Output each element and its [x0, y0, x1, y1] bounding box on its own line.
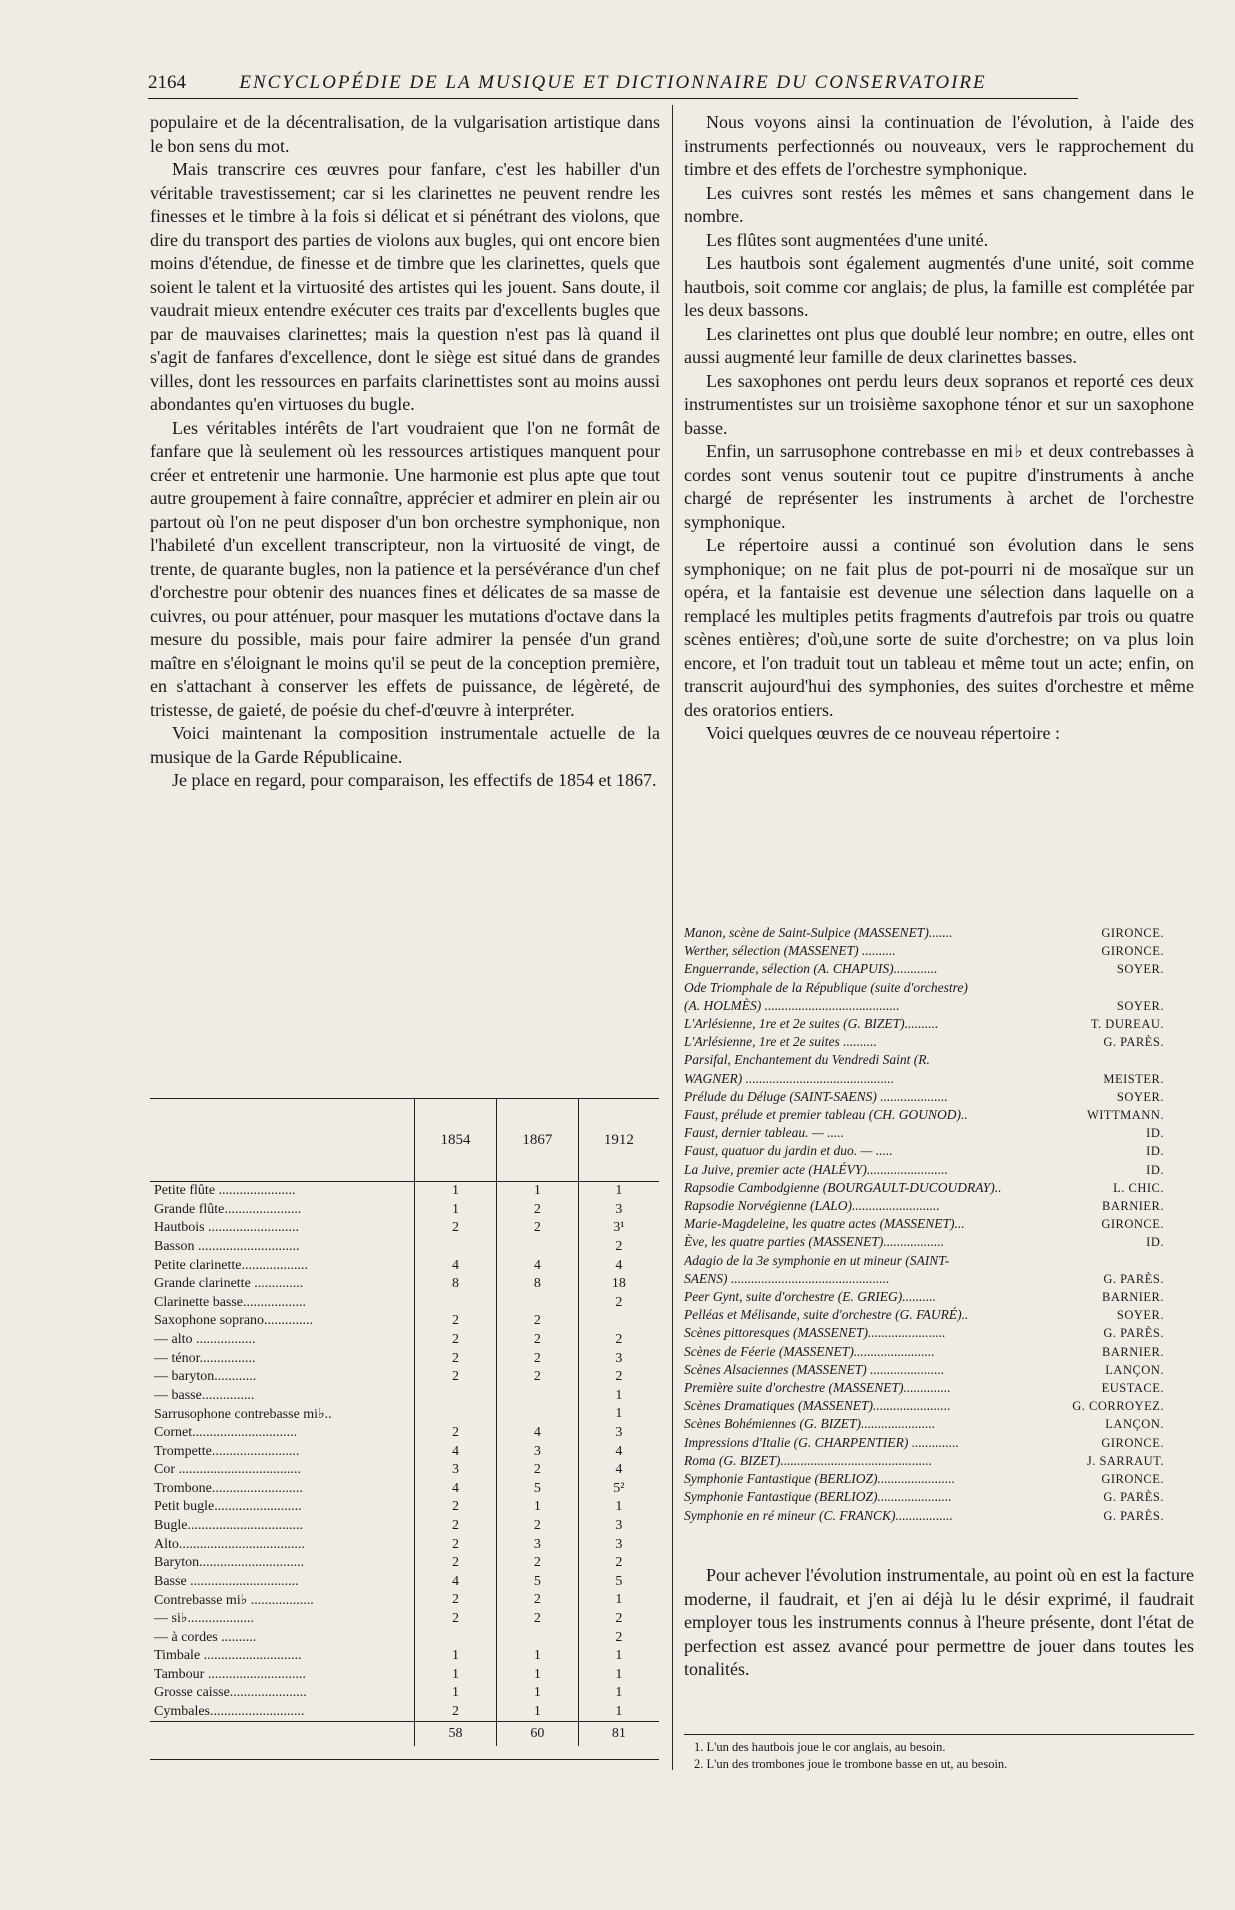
- arranger-name: ID.: [1146, 1144, 1164, 1159]
- count-cell: 2: [496, 1610, 578, 1629]
- instrument-name: — basse...............: [154, 1387, 255, 1403]
- count-cell: 3: [578, 1535, 659, 1554]
- count-cell: [415, 1238, 497, 1257]
- arranger-name: GIRONCE.: [1101, 1217, 1164, 1232]
- table-row: [150, 1256, 659, 1275]
- paragraph: Mais transcrire ces œuvres pour fanfare, c'est les habiller d'un véritable travestissement; car si les clarinettes ne peuvent rendre les finesses et le timbre à la fois si délicat et si pénétrant des violons, que dire du transport des parties de violons aux bugles, qui ont encore bien moins d'étendue, de finesse et de timbre que les clarinettes, quels que soient le talent et la virtuosité des artistes qui les jouent. Sans doute, il vaudrait mieux entendre exécuter ces traits par d'excellents bugles que par de mauvaises clarinettes; mais la question n'est pas là quand il s'agit de fanfares d'excellence, dont le siège est situé dans de grandes villes, dont les ressources en parfaits clarinettistes sont au moins aussi abondantes qu'en virtuoses du bugle.: [150, 159, 660, 414]
- count-cell: 4: [415, 1256, 497, 1275]
- repertoire-item: [684, 1343, 1164, 1361]
- count-cell: 2: [415, 1219, 497, 1238]
- table-row: [150, 1424, 659, 1443]
- count-cell: 2: [415, 1331, 497, 1350]
- year-header: 1912: [578, 1099, 659, 1182]
- count-cell: 1: [578, 1387, 659, 1406]
- arranger-name: J. SARRAUT.: [1086, 1453, 1164, 1468]
- count-cell: 4: [415, 1572, 497, 1591]
- table-row: [150, 1442, 659, 1461]
- count-cell: 2: [415, 1610, 497, 1629]
- left-column: [150, 111, 660, 793]
- total-cell: 58: [415, 1722, 497, 1747]
- count-cell: 2: [496, 1349, 578, 1368]
- instrument-name: Baryton..............................: [154, 1555, 305, 1571]
- count-cell: 4: [415, 1442, 497, 1461]
- count-cell: 1: [578, 1665, 659, 1684]
- paragraph: Voici maintenant la composition instrumentale actuelle de la musique de la Garde Républicaine.: [150, 723, 660, 767]
- count-cell: 2: [415, 1554, 497, 1573]
- count-cell: [415, 1387, 497, 1406]
- count-cell: 4: [578, 1442, 659, 1461]
- count-cell: [415, 1405, 497, 1424]
- work-title: SAENS) ...............................................: [684, 1270, 890, 1286]
- count-cell: 5: [496, 1480, 578, 1499]
- column-divider: [672, 105, 673, 1770]
- table-row: [150, 1331, 659, 1350]
- right-column: [684, 111, 1194, 746]
- count-cell: 1: [496, 1498, 578, 1517]
- repertoire-item: [684, 1033, 1164, 1051]
- instrument-name: Tambour ............................: [154, 1666, 306, 1682]
- paragraph: Enfin, un sarrusophone contrebasse en mi♭ et deux contrebasses à cordes sont venus soutenir tout ce pupitre d'instruments à anche chargé de représenter les instruments à archet de l'orchestre symphonique.: [684, 441, 1194, 532]
- arranger-name: BARNIER.: [1102, 1290, 1164, 1305]
- repertoire-item: [684, 1270, 1164, 1288]
- count-cell: 2: [415, 1498, 497, 1517]
- table-row: [150, 1684, 659, 1703]
- work-title: Ève, les quatre parties (MASSENET)..................: [684, 1234, 945, 1250]
- paragraph: Les saxophones ont perdu leurs deux sopranos et reporté ces deux instrumentistes sur un troisième saxophone ténor et sur un saxophone basse.: [684, 370, 1194, 438]
- instrumentation-table: [150, 1098, 659, 1760]
- repertoire-item: [684, 1161, 1164, 1179]
- repertoire-item: [684, 1470, 1164, 1488]
- repertoire-item: [684, 1324, 1164, 1342]
- repertoire-item: [684, 1070, 1164, 1088]
- count-cell: 1: [578, 1591, 659, 1610]
- count-cell: 3: [578, 1424, 659, 1443]
- repertoire-item: [684, 1088, 1164, 1106]
- arranger-name: EUSTACE.: [1101, 1381, 1164, 1396]
- table-row: [150, 1182, 659, 1201]
- instrument-name: Contrebasse mi♭ ..................: [154, 1592, 314, 1608]
- instrument-name: Alto....................................: [154, 1536, 305, 1552]
- closing-paragraph: [684, 1564, 1194, 1682]
- paragraph: Les hautbois sont également augmentés d'une unité, soit comme hautbois, soit comme cor anglais; de plus, la famille est complétée par les deux bassons.: [684, 253, 1194, 320]
- arranger-name: GIRONCE.: [1101, 1472, 1164, 1487]
- work-title: Scènes de Féerie (MASSENET)........................: [684, 1343, 935, 1359]
- repertoire-item: [684, 1015, 1164, 1033]
- count-cell: 2: [415, 1591, 497, 1610]
- table-row: [150, 1498, 659, 1517]
- paragraph: Pour achever l'évolution instrumentale, au point où en est la facture moderne, il faudrait, et j'en ai déjà lu le désir exprimé, il faudrait employer tous les instruments connus à l'heure présente, dont l'état de perfection est assez avancé pour permettre de jouer dans toutes les tonalités.: [684, 1565, 1194, 1679]
- count-cell: 2: [578, 1294, 659, 1313]
- instrument-name: — à cordes ..........: [154, 1629, 257, 1645]
- work-title: Enguerrande, sélection (A. CHAPUIS).............: [684, 961, 938, 977]
- instrument-name: Petite clarinette...................: [154, 1257, 308, 1273]
- count-cell: 2: [496, 1368, 578, 1387]
- instrument-name: Cornet..............................: [154, 1425, 298, 1441]
- arranger-name: LANÇON.: [1105, 1362, 1164, 1377]
- work-title: Faust, quatuor du jardin et duo. — .....: [684, 1143, 893, 1159]
- count-cell: 2: [415, 1517, 497, 1536]
- instrument-name: Cymbales...........................: [154, 1703, 305, 1719]
- work-title: Symphonie Fantastique (BERLIOZ).......................: [684, 1471, 956, 1487]
- instrument-name: Basson .............................: [154, 1239, 300, 1255]
- work-title: Scènes pittoresques (MASSENET).......................: [684, 1325, 946, 1341]
- arranger-name: G. CORROYEZ.: [1072, 1399, 1164, 1414]
- work-title: (A. HOLMÈS) ........................................: [684, 997, 900, 1013]
- instrument-name: Saxophone soprano..............: [154, 1313, 314, 1329]
- count-cell: 2: [415, 1703, 497, 1722]
- count-cell: 4: [496, 1256, 578, 1275]
- paragraph: Les véritables intérêts de l'art voudraient que l'on ne formât de fanfare que là seulement où les ressources artistiques manquent pour créer et entretenir une harmonie. Une harmonie est plus apte que tout autre groupement à faire connaître, apprécier et admirer en plein air ou partout où l'on ne peut disposer d'un bon orchestre symphonique, non l'habileté d'un excellent transcripteur, non la virtuosité de vingt, de trente, de quarante bugles, non la patience et la persévérance d'un chef d'orchestre pour obtenir des nuances fines et délicates de sa masse de cuivres, ou pour atténuer, pour masquer les mutations d'octave dans la mesure du possible, mais pour faire admirer la pensée d'un grand maître en s'éloignant le moins qu'il se peut de la conception première, en s'attachant à conserver les effets de puissance, de légèreté, de tristesse, de gaieté, de poésie du chef-d'œuvre à interpréter.: [150, 417, 660, 720]
- count-cell: 2: [578, 1238, 659, 1257]
- paragraph: Les clarinettes ont plus que doublé leur nombre; en outre, elles ont aussi augmenté leur famille de deux clarinettes basses.: [684, 323, 1194, 367]
- arranger-name: BARNIER.: [1102, 1344, 1164, 1359]
- count-cell: 3: [578, 1517, 659, 1536]
- arranger-name: G. PARÈS.: [1103, 1035, 1164, 1050]
- work-title: Première suite d'orchestre (MASSENET)..............: [684, 1380, 951, 1396]
- repertoire-item: [684, 1434, 1164, 1452]
- count-cell: 2: [415, 1312, 497, 1331]
- count-cell: 2: [496, 1331, 578, 1350]
- work-title: Symphonie Fantastique (BERLIOZ)......................: [684, 1489, 952, 1505]
- arranger-name: ID.: [1146, 1235, 1164, 1250]
- count-cell: 2: [496, 1554, 578, 1573]
- arranger-name: SOYER.: [1116, 962, 1164, 977]
- paragraph: Les cuivres sont restés les mêmes et sans changement dans le nombre.: [684, 182, 1194, 226]
- arranger-name: ID.: [1146, 1126, 1164, 1141]
- count-cell: 1: [415, 1647, 497, 1666]
- count-cell: 4: [496, 1424, 578, 1443]
- repertoire-item: [684, 1142, 1164, 1160]
- count-cell: [496, 1294, 578, 1313]
- total-cell: 81: [578, 1722, 659, 1747]
- work-title: Impressions d'Italie (G. CHARPENTIER) ..............: [684, 1434, 959, 1450]
- table-row: [150, 1703, 659, 1722]
- count-cell: 1: [496, 1182, 578, 1201]
- repertoire-item: [684, 1397, 1164, 1415]
- repertoire-item: [684, 1215, 1164, 1233]
- table-row: [150, 1591, 659, 1610]
- repertoire-item: [684, 1051, 1164, 1069]
- repertoire-item: [684, 979, 1164, 997]
- count-cell: [496, 1387, 578, 1406]
- arranger-name: MEISTER.: [1103, 1071, 1164, 1086]
- table-row: [150, 1275, 659, 1294]
- count-cell: 2: [578, 1610, 659, 1629]
- instrument-name: Grande flûte......................: [154, 1201, 302, 1217]
- paragraph: Voici quelques œuvres de ce nouveau répertoire :: [706, 723, 1061, 743]
- paragraph: populaire et de la décentralisation, de la vulgarisation artistique dans le bon sens du mot.: [150, 112, 660, 156]
- arranger-name: GIRONCE.: [1101, 926, 1164, 940]
- table-row: [150, 1201, 659, 1220]
- count-cell: 2: [496, 1201, 578, 1220]
- count-cell: 3¹: [578, 1219, 659, 1238]
- count-cell: 2: [578, 1628, 659, 1647]
- count-cell: 1: [578, 1703, 659, 1722]
- arranger-name: ID.: [1146, 1162, 1164, 1177]
- count-cell: 1: [415, 1684, 497, 1703]
- paragraph: Le répertoire aussi a continué son évolution dans le sens symphonique; on ne fait plus de pot-pourri ni de mosaïque sur un opéra, et la fantaisie est devenue une sélection dans laquelle on a remplacé les multiples petits fragments d'autrefois par trois ou quatre scènes entières; d'où,une sorte de suite d'orchestre; on va plus loin encore, et l'on traduit tout un tableau et même tout un acte; enfin, on transcrit aujourd'hui des symphonies, des suites d'orchestre et même des oratorios entiers.: [684, 535, 1194, 720]
- repertoire-item: [684, 1379, 1164, 1397]
- instrument-name: — ténor................: [154, 1350, 256, 1366]
- count-cell: 1: [578, 1182, 659, 1201]
- repertoire-item: [684, 960, 1164, 978]
- paragraph: Les flûtes sont augmentées d'une unité.: [706, 229, 989, 250]
- table-row: [150, 1312, 659, 1331]
- repertoire-item: [684, 997, 1164, 1015]
- count-cell: 1: [496, 1684, 578, 1703]
- count-cell: 2: [578, 1368, 659, 1387]
- arranger-name: BARNIER.: [1102, 1199, 1164, 1214]
- table-row: [150, 1368, 659, 1387]
- work-title: Scènes Bohémiennes (G. BIZET)......................: [684, 1416, 936, 1432]
- work-title: Faust, dernier tableau. — .....: [684, 1125, 845, 1141]
- repertoire-item: [684, 1306, 1164, 1324]
- count-cell: 1: [578, 1647, 659, 1666]
- repertoire-item: [684, 1106, 1164, 1124]
- count-cell: 5: [578, 1572, 659, 1591]
- repertoire-item: [684, 1252, 1164, 1270]
- totals-label: [150, 1722, 415, 1747]
- work-title: Peer Gynt, suite d'orchestre (E. GRIEG)..........: [684, 1289, 936, 1305]
- count-cell: 3: [496, 1442, 578, 1461]
- work-title: Rapsodie Cambodgienne (BOURGAULT-DUCOUDRAY)..: [684, 1179, 1002, 1195]
- work-title: Manon, scène de Saint-Sulpice (MASSENET).......: [684, 925, 953, 940]
- count-cell: 2: [415, 1349, 497, 1368]
- count-cell: 2: [496, 1517, 578, 1536]
- work-title: Prélude du Déluge (SAINT-SAENS) ....................: [684, 1088, 948, 1104]
- instrument-name: Clarinette basse..................: [154, 1294, 307, 1310]
- arranger-name: GIRONCE.: [1101, 1435, 1164, 1450]
- count-cell: 2: [496, 1219, 578, 1238]
- work-title: Scènes Alsaciennes (MASSENET) ......................: [684, 1361, 945, 1377]
- instrument-name: Trompette.........................: [154, 1443, 300, 1459]
- count-cell: 1: [578, 1684, 659, 1703]
- repertoire-item: [684, 1415, 1164, 1433]
- arranger-name: G. PARÈS.: [1103, 1271, 1164, 1286]
- count-cell: [415, 1294, 497, 1313]
- repertoire-item: [684, 924, 1164, 942]
- table-row: [150, 1517, 659, 1536]
- table-row: [150, 1405, 659, 1424]
- count-cell: 4: [578, 1461, 659, 1480]
- instrument-name: Timbale ............................: [154, 1648, 302, 1664]
- year-header: 1854: [415, 1099, 497, 1182]
- count-cell: 1: [415, 1182, 497, 1201]
- work-title: Parsifal, Enchantement du Vendredi Saint (R.: [684, 1052, 930, 1068]
- arranger-name: G. PARÈS.: [1103, 1508, 1164, 1523]
- table-row: [150, 1480, 659, 1499]
- table-row: [150, 1238, 659, 1257]
- count-cell: 5: [496, 1572, 578, 1591]
- count-cell: [496, 1405, 578, 1424]
- table-row: [150, 1535, 659, 1554]
- count-cell: 1: [578, 1405, 659, 1424]
- total-cell: 60: [496, 1722, 578, 1747]
- repertoire-item: [684, 1179, 1164, 1197]
- instrument-name: Hautbois ..........................: [154, 1220, 300, 1236]
- arranger-name: G. PARÈS.: [1103, 1490, 1164, 1505]
- instrument-name: Petite flûte ......................: [154, 1183, 296, 1199]
- repertoire-item: [684, 1488, 1164, 1506]
- table-row: [150, 1387, 659, 1406]
- running-title: ENCYCLOPÉDIE DE LA MUSIQUE ET DICTIONNAIRE DU CONSERVATOIRE: [239, 72, 987, 93]
- repertoire-item: [684, 1197, 1164, 1215]
- count-cell: 2: [578, 1331, 659, 1350]
- work-title: Faust, prélude et premier tableau (CH. GOUNOD)..: [684, 1107, 968, 1123]
- instrument-name: — alto .................: [154, 1332, 256, 1348]
- instrument-name: Grosse caisse......................: [154, 1685, 307, 1701]
- footnotes: [684, 1734, 1194, 1773]
- instrument-header: [150, 1099, 415, 1182]
- count-cell: 1: [415, 1201, 497, 1220]
- running-header: [148, 72, 1078, 99]
- count-cell: 2: [496, 1591, 578, 1610]
- instrument-name: Basse ...............................: [154, 1573, 299, 1589]
- work-title: Roma (G. BIZET).............................................: [684, 1452, 933, 1468]
- footnote: 1. L'un des hautbois joue le cor anglais, au besoin.: [694, 1740, 946, 1754]
- arranger-name: GIRONCE.: [1101, 944, 1164, 959]
- work-title: L'Arlésienne, 1re et 2e suites (G. BIZET)..........: [684, 1016, 939, 1032]
- count-cell: 4: [415, 1480, 497, 1499]
- work-title: WAGNER) ............................................: [684, 1070, 895, 1086]
- table-row: [150, 1294, 659, 1313]
- count-cell: 1: [496, 1665, 578, 1684]
- repertoire-item: [684, 1361, 1164, 1379]
- count-cell: 2: [496, 1461, 578, 1480]
- table-row: [150, 1461, 659, 1480]
- count-cell: 1: [496, 1647, 578, 1666]
- count-cell: 3: [578, 1349, 659, 1368]
- repertoire-item: [684, 1288, 1164, 1306]
- work-title: Adagio de la 3e symphonie en ut mineur (SAINT-: [684, 1252, 950, 1268]
- count-cell: 3: [578, 1201, 659, 1220]
- instrument-name: Bugle.................................: [154, 1517, 303, 1533]
- work-title: Pelléas et Mélisande, suite d'orchestre (G. FAURÉ)..: [684, 1307, 969, 1323]
- paragraph: Nous voyons ainsi la continuation de l'évolution, à l'aide des instruments perfectionnés ou nouveaux, vers le rapprochement du timbre et des effets de l'orchestre symphonique.: [684, 112, 1194, 179]
- arranger-name: WITTMANN.: [1086, 1108, 1164, 1123]
- instrument-name: — si♭...................: [154, 1611, 254, 1627]
- work-title: Scènes Dramatiques (MASSENET).......................: [684, 1398, 951, 1414]
- table-row: [150, 1665, 659, 1684]
- table-row: [150, 1349, 659, 1368]
- work-title: La Juive, premier acte (HALÉVY)........................: [684, 1161, 948, 1177]
- repertoire-item: [684, 1452, 1164, 1470]
- count-cell: 4: [578, 1256, 659, 1275]
- arranger-name: SOYER.: [1116, 998, 1164, 1013]
- totals-row: [150, 1722, 659, 1747]
- work-title: Ode Triomphale de la République (suite d'orchestre): [684, 979, 968, 995]
- count-cell: 2: [578, 1554, 659, 1573]
- count-cell: 2: [415, 1535, 497, 1554]
- instrument-name: Sarrusophone contrebasse mi♭..: [154, 1406, 332, 1422]
- paragraph: Je place en regard, pour comparaison, les effectifs de 1854 et 1867.: [172, 770, 657, 790]
- instrument-name: Cor ...................................: [154, 1462, 301, 1478]
- work-title: Marie-Magdeleine, les quatre actes (MASSENET)...: [684, 1216, 965, 1232]
- work-title: Rapsodie Norvégienne (LALO)..........................: [684, 1198, 940, 1214]
- repertoire-item: [684, 1233, 1164, 1251]
- count-cell: 2: [496, 1312, 578, 1331]
- repertoire-item: [684, 942, 1164, 960]
- count-cell: 1: [415, 1665, 497, 1684]
- arranger-name: T. DUREAU.: [1090, 1017, 1164, 1032]
- repertoire-item: [684, 1124, 1164, 1142]
- arranger-name: L. CHIC.: [1113, 1180, 1164, 1195]
- page-number: 2164: [148, 72, 186, 93]
- arranger-name: G. PARÈS.: [1103, 1326, 1164, 1341]
- table-row: [150, 1647, 659, 1666]
- count-cell: 3: [496, 1535, 578, 1554]
- table-row: [150, 1572, 659, 1591]
- count-cell: [578, 1312, 659, 1331]
- instrument-name: Trombone..........................: [154, 1480, 303, 1496]
- instrument-name: Grande clarinette ..............: [154, 1276, 304, 1292]
- work-title: Symphonie en ré mineur (C. FRANCK).................: [684, 1507, 953, 1523]
- count-cell: 2: [415, 1368, 497, 1387]
- arranger-name: SOYER.: [1116, 1089, 1164, 1104]
- table-row: [150, 1610, 659, 1629]
- instrument-name: Petit bugle.........................: [154, 1499, 302, 1515]
- table-row: [150, 1554, 659, 1573]
- year-header: 1867: [496, 1099, 578, 1182]
- instrument-name: — baryton............: [154, 1369, 257, 1385]
- repertoire-list: [684, 924, 1164, 1525]
- count-cell: 18: [578, 1275, 659, 1294]
- count-cell: 2: [415, 1424, 497, 1443]
- count-cell: 3: [415, 1461, 497, 1480]
- table-row: [150, 1628, 659, 1647]
- arranger-name: SOYER.: [1116, 1308, 1164, 1323]
- footnote: 2. L'un des trombones joue le trombone basse en ut, au besoin.: [694, 1757, 1008, 1771]
- count-cell: 5²: [578, 1480, 659, 1499]
- count-cell: 1: [496, 1703, 578, 1722]
- count-cell: [496, 1628, 578, 1647]
- work-title: Werther, sélection (MASSENET) ..........: [684, 943, 896, 959]
- count-cell: [415, 1628, 497, 1647]
- count-cell: 1: [578, 1498, 659, 1517]
- count-cell: [496, 1238, 578, 1257]
- work-title: L'Arlésienne, 1re et 2e suites ..........: [684, 1034, 877, 1050]
- count-cell: 8: [415, 1275, 497, 1294]
- count-cell: 8: [496, 1275, 578, 1294]
- arranger-name: LANÇON.: [1105, 1417, 1164, 1432]
- repertoire-item: [684, 1507, 1164, 1525]
- table-row: [150, 1219, 659, 1238]
